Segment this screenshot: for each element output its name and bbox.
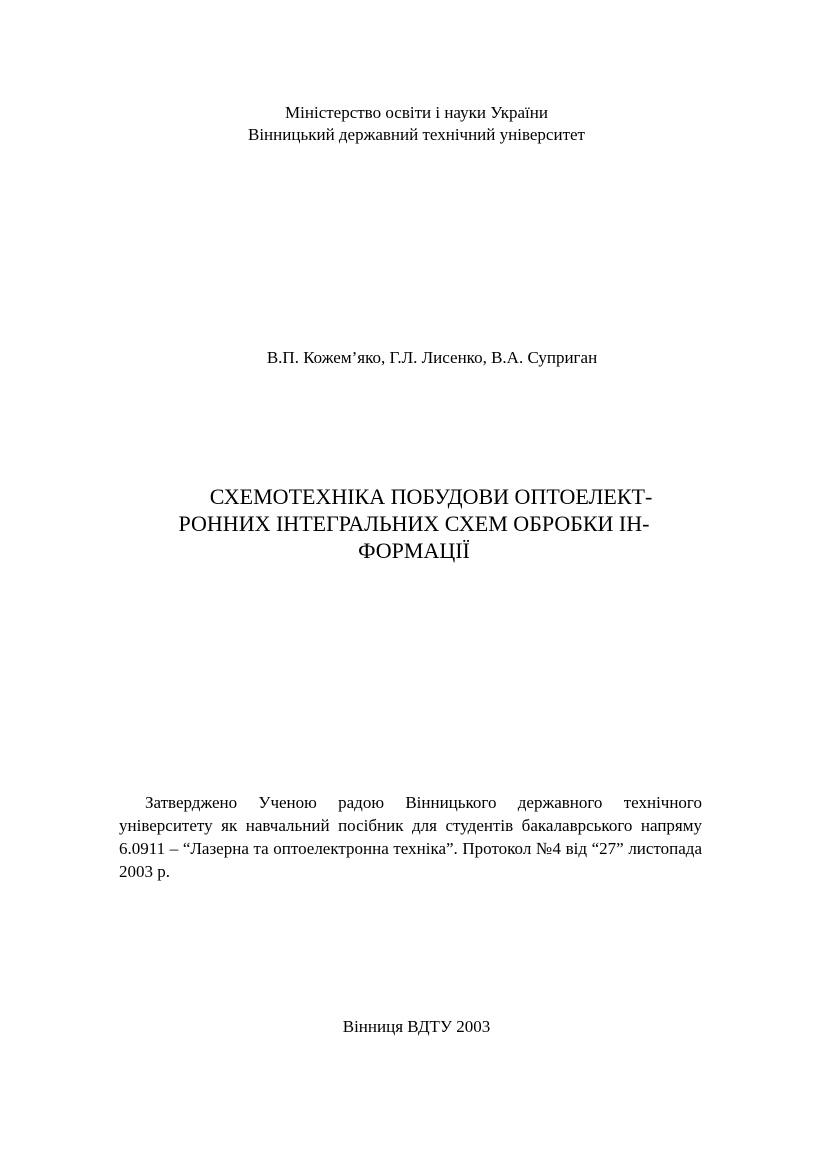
authors-list: В.П. Кожем’яко, Г.Л. Лисенко, В.А. Суприган <box>266 348 598 367</box>
imprint-line: Вінниця ВДТУ 2003 <box>342 1017 491 1036</box>
title-line-1: СХЕМОТЕХНІКА ПОБУДОВИ ОПТОЕЛЕКТ- <box>209 484 653 509</box>
document-title <box>130 483 698 564</box>
university-name: Вінницький державний технічний університет <box>248 125 585 144</box>
authors-block <box>0 347 826 369</box>
title-line-3: ФОРМАЦІЇ <box>358 538 470 563</box>
title-line-2: РОННИХ ІНТЕГРАЛЬНИХ СХЕМ ОБРОБКИ ІН- <box>178 511 650 536</box>
header-block <box>0 102 826 146</box>
imprint-block <box>0 1016 826 1038</box>
approval-statement: Затверджено Ученою радою Вінницького державного технічного університету як навчальний посібник для студентів бакалаврського напряму 6.0911 – “Лазерна та оптоелектронна техніка”. Протокол №4 від “27” листопада 2003 р. <box>119 793 702 881</box>
ministry-name: Міністерство освіти і науки України <box>285 103 548 122</box>
